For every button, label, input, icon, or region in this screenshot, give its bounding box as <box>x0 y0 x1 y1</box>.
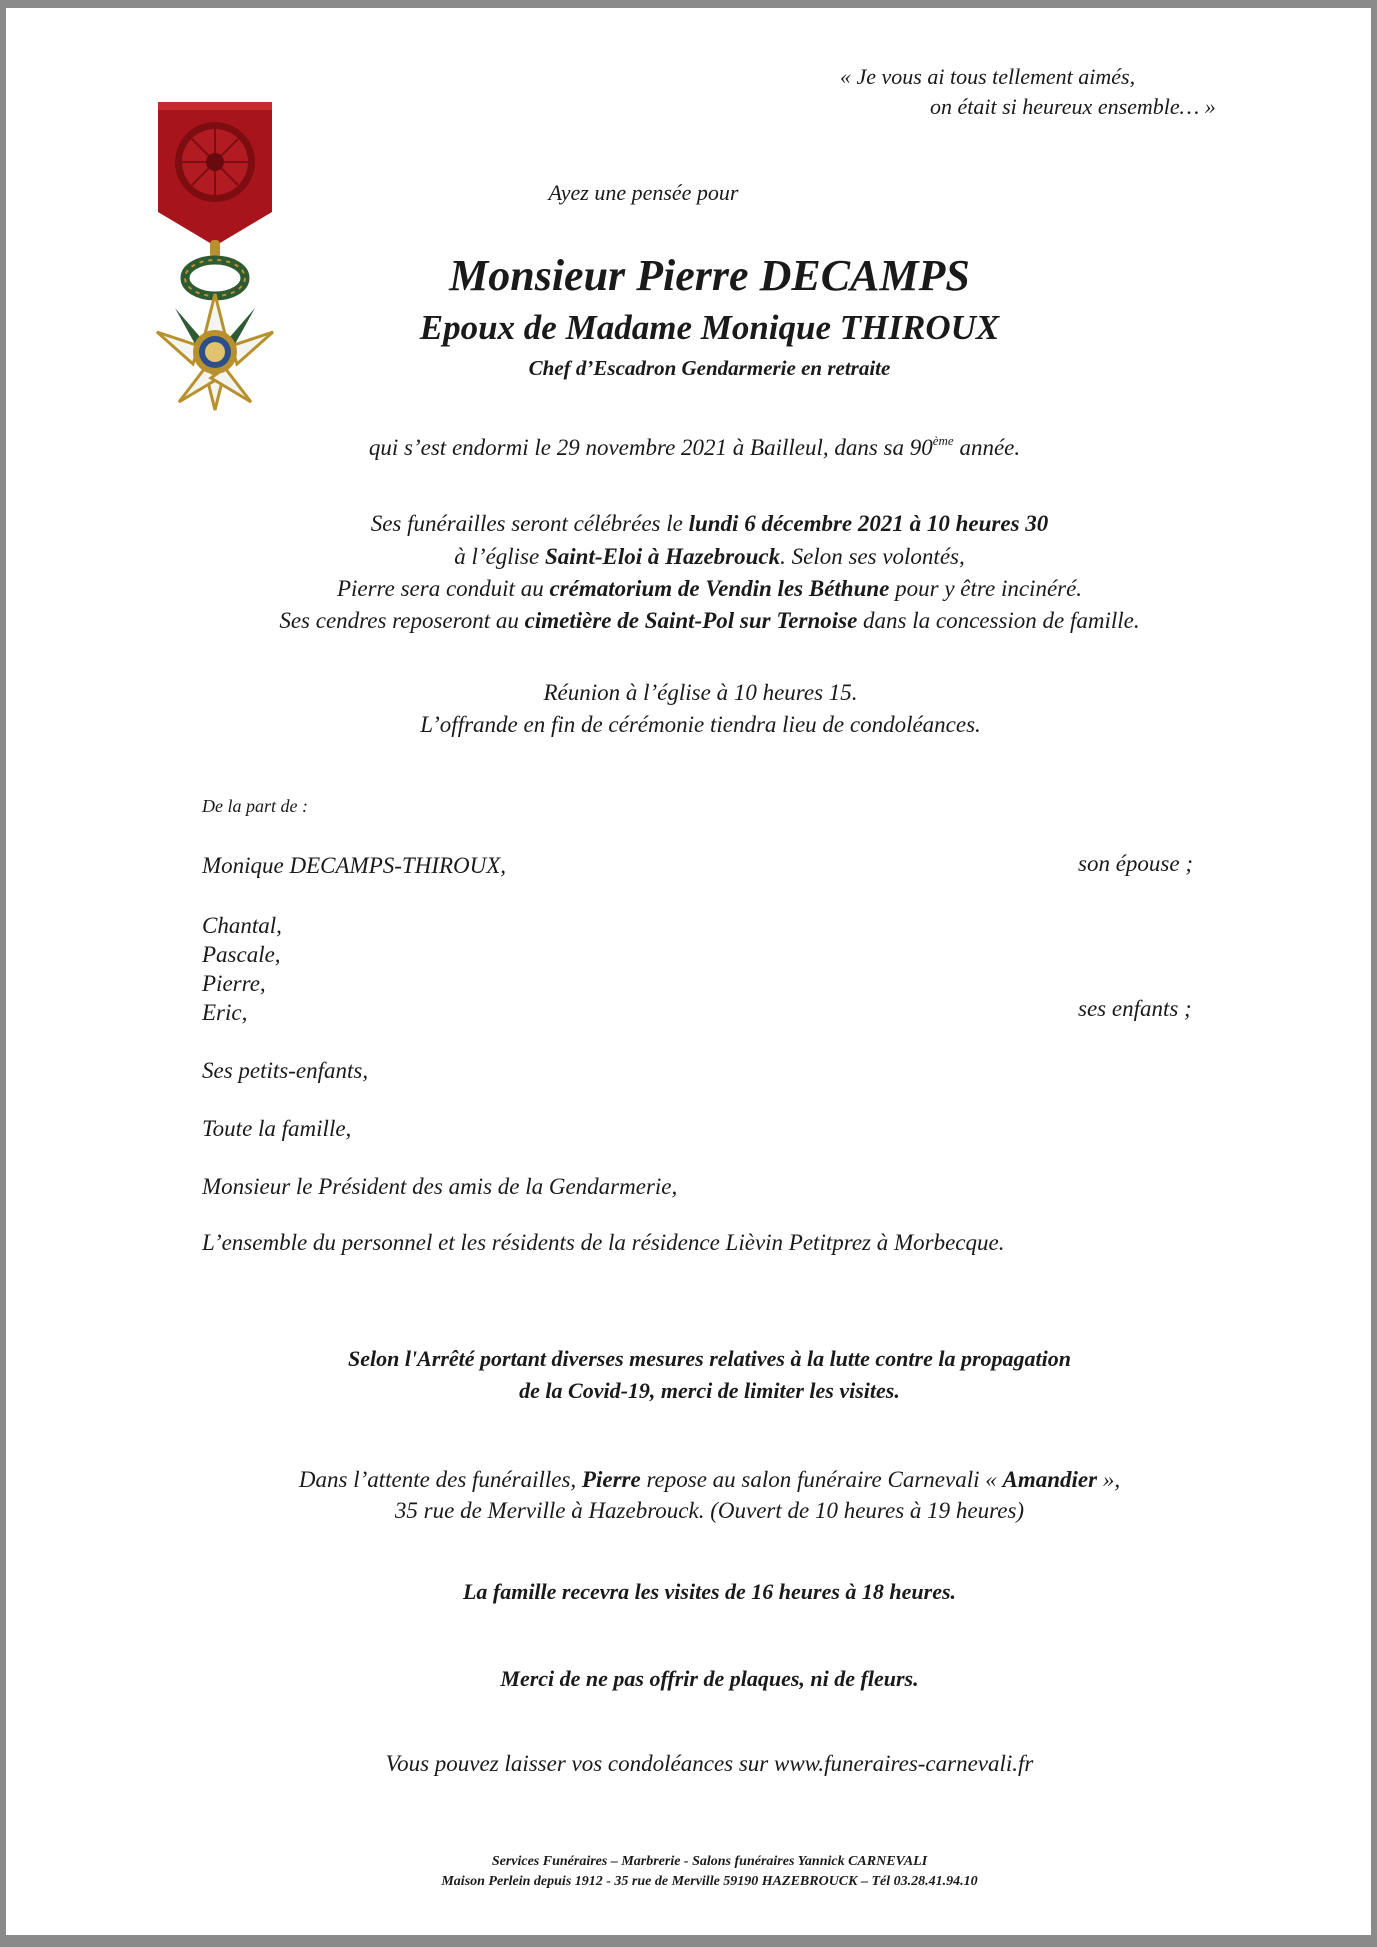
footer-line-1: Services Funéraires – Marbrerie - Salons funéraires Yannick CARNEVALI <box>491 1854 928 1869</box>
reunion-line-2: L’offrande en fin de cérémonie tiendra lieu de condoléances. <box>420 712 981 737</box>
funeral-crematorium: crématorium de Vendin les Béthune <box>549 576 890 601</box>
waiting-text: repose au salon funéraire Carnevali « <box>640 1467 1003 1492</box>
waiting-text: », <box>1097 1467 1121 1492</box>
visits-notice: La famille recevra les visites de 16 heures à 18 heures. <box>462 1579 957 1604</box>
waiting-line-2: 35 rue de Merville à Hazebrouck. (Ouvert de 10 heures à 19 heures) <box>394 1498 1025 1523</box>
funeral-line-4 <box>21 608 1377 634</box>
funeral-text: à l’église <box>454 544 545 569</box>
covid-line-2: de la Covid-19, merci de limiter les visites. <box>519 1378 900 1403</box>
intro-text: Ayez une pensée pour <box>548 180 739 205</box>
family-staff: L’ensemble du personnel et les résidents de la résidence Lièvin Petitprez à Morbecque. <box>202 1230 1005 1255</box>
reunion-line-1: Réunion à l’église à 10 heures 15. <box>543 680 858 705</box>
family-all: Toute la famille, <box>202 1116 352 1141</box>
no-flowers-notice: Merci de ne pas offrir de plaques, ni de fleurs. <box>500 1666 919 1691</box>
quote-line-1: « Je vous ai tous tellement aimés, <box>840 64 1136 89</box>
condolences-notice: Vous pouvez laisser vos condoléances sur www.funeraires-carnevali.fr <box>385 1751 1034 1776</box>
covid-line-1: Selon l'Arrêté portant diverses mesures relatives à la lutte contre la propagation <box>348 1346 1071 1371</box>
family-child: Pierre, <box>202 971 266 996</box>
funeral-text: Ses funérailles seront célébrées le <box>370 511 689 536</box>
funeral-text: Ses cendres reposeront au <box>279 608 525 633</box>
death-notice-sup: ème <box>932 433 954 448</box>
funeral-text: dans la concession de famille. <box>857 608 1140 633</box>
funeral-church: Saint-Eloi à Hazebrouck <box>544 544 781 569</box>
family-grandchildren: Ses petits-enfants, <box>202 1058 369 1083</box>
deceased-name: Monsieur Pierre DECAMPS <box>449 251 970 300</box>
death-notice-tail: année. <box>953 435 1021 460</box>
family-spouse-role: son épouse ; <box>1078 851 1193 876</box>
funeral-text: pour y être incinéré. <box>889 576 1083 601</box>
family-child: Chantal, <box>202 913 282 938</box>
family-child: Eric, <box>202 1000 248 1025</box>
funeral-text: . Selon ses volontés, <box>780 544 965 569</box>
footer-line-2: Maison Perlein depuis 1912 - 35 rue de Merville 59190 HAZEBROUCK – Tél 03.28.41.94.10 <box>441 1874 978 1889</box>
funeral-line-1 <box>21 511 1377 537</box>
funeral-line-2 <box>21 544 1377 570</box>
death-notice-text: qui s’est endormi le 29 novembre 2021 à Bailleul, dans sa 90 <box>368 435 933 460</box>
family-heading: De la part de : <box>202 796 308 816</box>
family-child: Pascale, <box>202 942 281 967</box>
waiting-name: Pierre <box>581 1467 641 1492</box>
quote-line-2: on était si heureux ensemble… » <box>930 94 1216 119</box>
funeral-date: lundi 6 décembre 2021 à 10 heures 30 <box>688 511 1049 536</box>
waiting-line-1 <box>21 1467 1377 1493</box>
deceased-spouse: Epoux de Madame Monique THIROUX <box>419 308 1000 347</box>
death-notice <box>6 433 1377 461</box>
funeral-cemetery: cimetière de Saint-Pol sur Ternoise <box>524 608 858 633</box>
waiting-text: Dans l’attente des funérailles, <box>298 1467 582 1492</box>
family-children-role: ses enfants ; <box>1078 996 1192 1021</box>
funeral-line-3 <box>21 576 1377 602</box>
waiting-salon: Amandier <box>1002 1467 1098 1492</box>
deceased-title: Chef d’Escadron Gendarmerie en retraite <box>528 356 891 380</box>
family-spouse-name: Monique DECAMPS-THIROUX, <box>202 853 507 878</box>
family-president: Monsieur le Président des amis de la Gendarmerie, <box>202 1174 678 1199</box>
funeral-text: Pierre sera conduit au <box>336 576 550 601</box>
